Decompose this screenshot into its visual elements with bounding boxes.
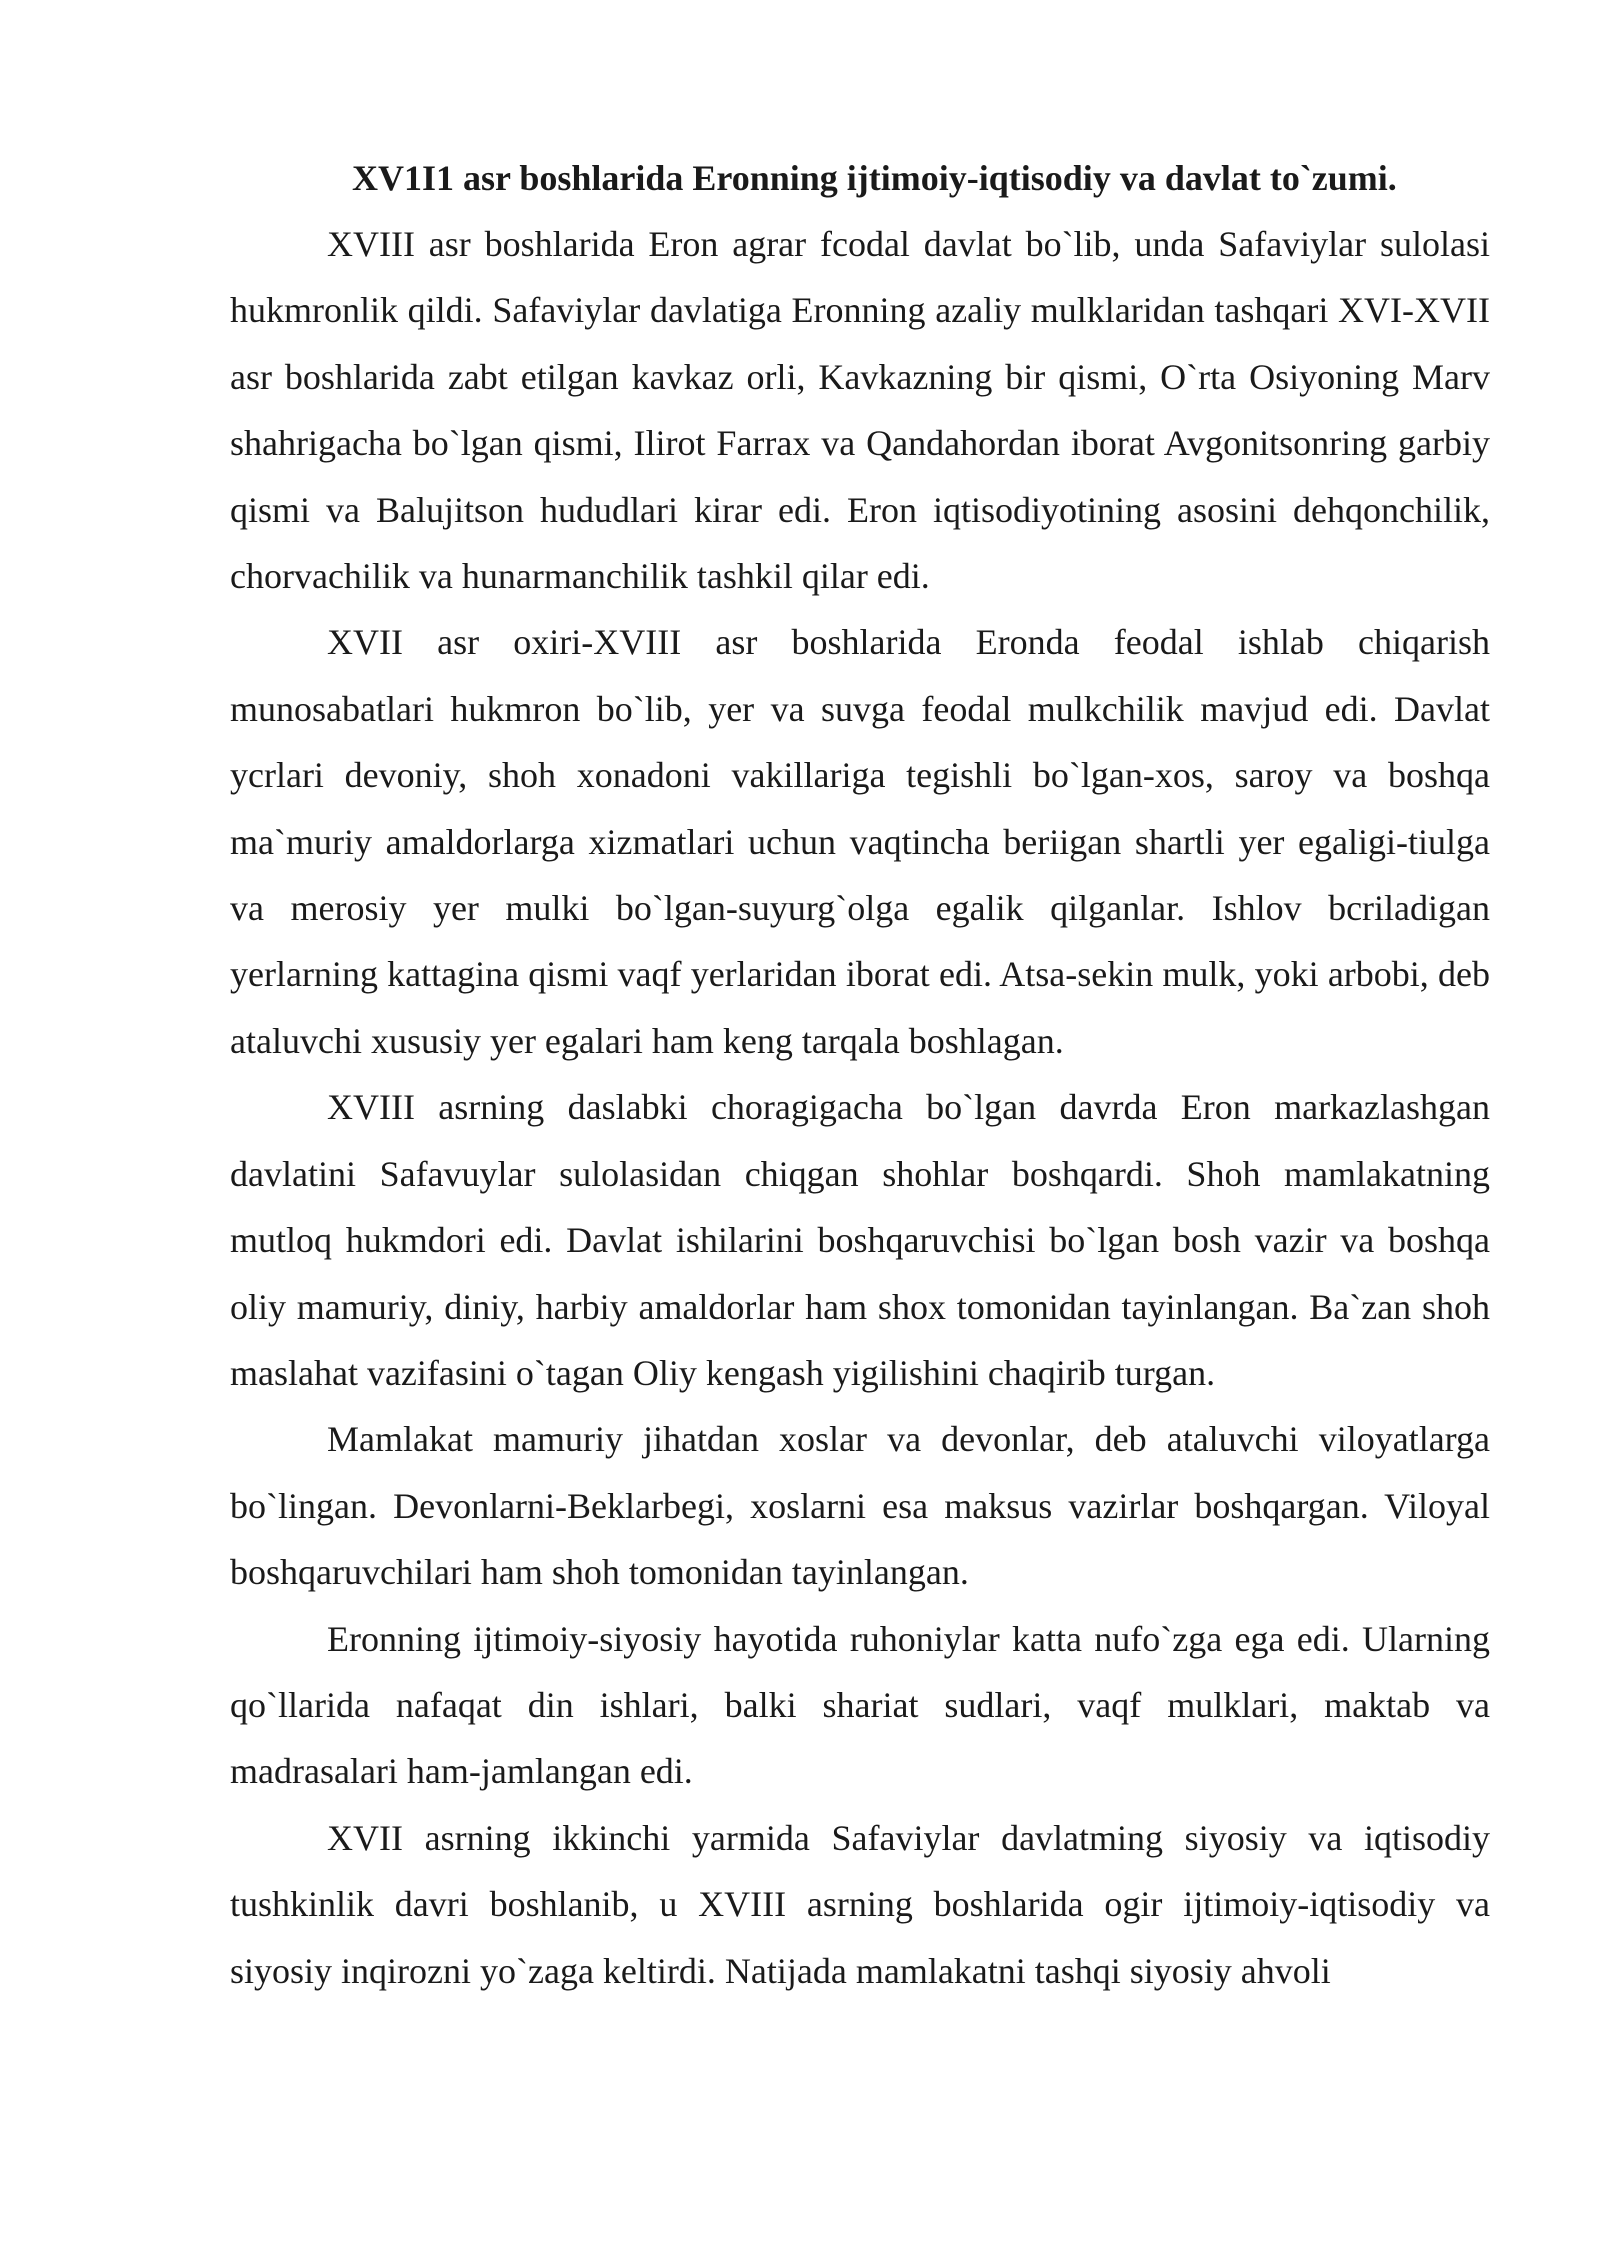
paragraph-3: XVIII asrning daslabki choragigacha bo`lgan davrda Eron markazlashgan davlatini Safavuylar sulolasidan chiqgan shohlar boshqardi. Shoh mamlakatning mutloq hukmdori edi. Davlat ishilarini boshqaruvchisi bo`lgan bosh vazir va boshqa oliy mamuriy, diniy, harbiy amaldorlar ham shox tomonidan tayinlangan. Ba`zan shoh maslahat vazifasini o`tagan Oliy kengash yigilishini chaqirib turgan. <box>230 1087 1490 1393</box>
document-body <box>230 145 1490 2004</box>
paragraph-4: Mamlakat mamuriy jihatdan xoslar va devonlar, deb ataluvchi viloyatlarga bo`lingan. Devonlarni-Beklarbegi, xoslarni esa maksus vazirlar boshqargan. Viloyal boshqaruvchilari ham shoh tomonidan tayinlangan. <box>230 1419 1490 1593</box>
document-title: XV1I1 asr boshlarida Eronning ijtimoiy-iqtisodiy va davlat to`zumi. <box>352 158 1397 198</box>
paragraph-5: Eronning ijtimoiy-siyosiy hayotida ruhoniylar katta nufo`zga ega edi. Ularning qo`llarida nafaqat din ishlari, balki shariat sudlari, vaqf mulklari, maktab va madrasalari ham-jamlangan edi. <box>230 1618 1490 1792</box>
paragraph-6: XVII asrning ikkinchi yarmida Safaviylar davlatming siyosiy va iqtisodiy tushkinlik davri boshlanib, u XVIII asrning boshlarida ogir ijtimoiy-iqtisodiy va siyosiy inqirozni yo`zaga keltirdi. Natijada mamlakatni tashqi siyosiy ahvoli <box>230 1817 1490 1991</box>
paragraph-1: XVIII asr boshlarida Eron agrar fcodal davlat bo`lib, unda Safaviylar sulolasi hukmronlik qildi. Safaviylar davlatiga Eronning azaliy mulklaridan tashqari XVI-XVII asr boshlarida zabt etilgan kavkaz orli, Kavkazning bir qismi, O`rta Osiyoning Marv shahrigacha bo`lgan qismi, Ilirot Farrax va Qandahordan iborat Avgonitsonring garbiy qismi va Balujitson hududlari kirar edi. Eron iqtisodiyotining asosini dehqonchilik, chorvachilik va hunarmanchilik tashkil qilar edi. <box>230 224 1490 597</box>
paragraph-2: XVII asr oxiri-XVIII asr boshlarida Eronda feodal ishlab chiqarish munosabatlari hukmron bo`lib, yer va suvga feodal mulkchilik mavjud edi. Davlat ycrlari devoniy, shoh xonadoni vakillariga tegishli bo`lgan-xos, saroy va boshqa ma`muriy amaldorlarga xizmatlari uchun vaqtincha beriigan shartli yer egaligi-tiulga va merosiy yer mulki bo`lgan-suyurg`olga egalik qilganlar. Ishlov bcriladigan yerlarning kattagina qismi vaqf yerlaridan iborat edi. Atsa-sekin mulk, yoki arbobi, deb ataluvchi xususiy yer egalari ham keng tarqala boshlagan. <box>230 622 1490 1061</box>
